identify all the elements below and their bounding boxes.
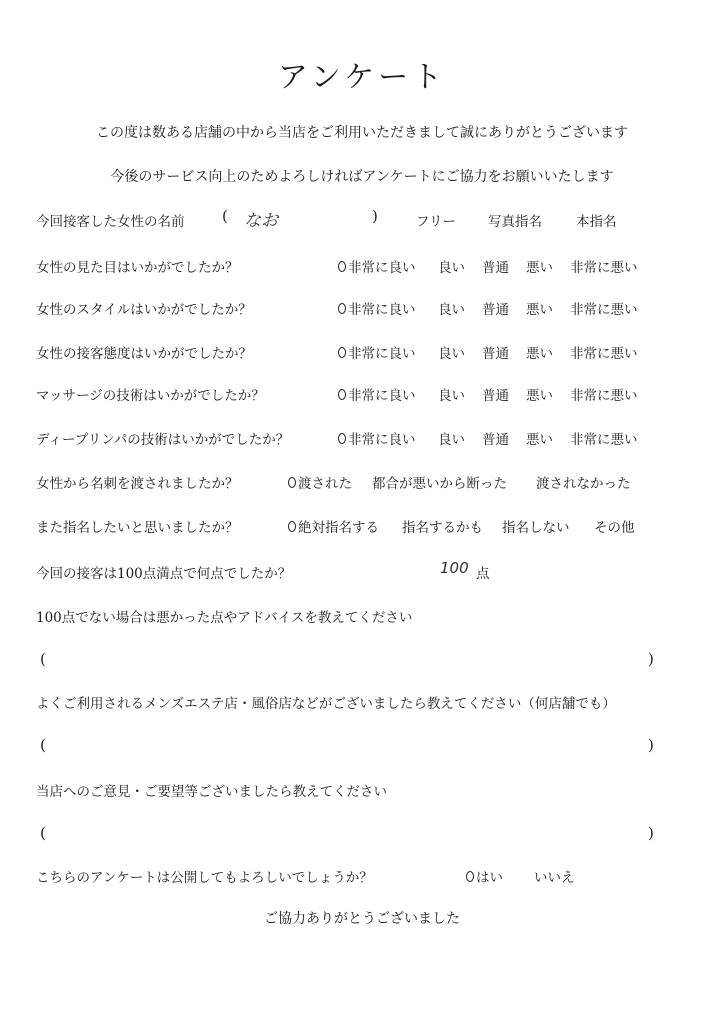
rating-option-average[interactable]: 普通 [482,432,509,448]
nomination-option-photo[interactable]: 写真指名 [488,214,542,230]
rating-option-very-bad[interactable]: 非常に悪い [570,346,638,362]
thank-you-footer: ご協力ありがとうございました [264,911,460,927]
rating-option-very-good[interactable]: 非常に良い [338,298,416,318]
rating-option-good[interactable]: 良い [438,432,465,448]
rating-option-bad[interactable]: 悪い [526,388,553,404]
rating-option-very-good[interactable]: 非常に良い [338,428,416,448]
rating-option-average[interactable]: 普通 [482,260,509,276]
publish-question-label: こちらのアンケートは公開してもよろしいでしょうか？ [36,870,373,886]
circle-mark-icon [338,303,346,314]
score-unit: 点 [476,566,490,582]
rating-option-average[interactable]: 普通 [482,388,509,404]
rating-option-very-bad[interactable]: 非常に悪い [570,432,638,448]
card-option-not-received[interactable]: 渡されなかった [536,476,631,492]
rating-question-label: 女性の見た目はいかがでしたか？ [36,260,239,276]
rating-option-very-bad[interactable]: 非常に悪い [570,388,638,404]
circle-mark-icon [338,261,346,272]
name-open-paren: ( [222,207,228,225]
other-shops-close-paren: ) [648,736,654,754]
rating-option-very-good[interactable]: 非常に良い [338,256,416,276]
publish-option-no[interactable]: いいえ [534,870,575,886]
repeat-option-other[interactable]: その他 [594,520,635,536]
rating-question-label: ディープリンパの技術はいかがでしたか？ [36,432,290,448]
repeat-question-label: また指名したいと思いましたか？ [36,520,239,536]
card-question-label: 女性から名刺を渡されましたか？ [36,476,239,492]
card-option-declined[interactable]: 都合が悪いから断った [372,476,507,492]
score-question-label: 今回の接客は100点満点で何点でしたか？ [36,566,292,582]
repeat-option-definitely[interactable]: 絶対指名する [288,516,379,536]
survey-title: アンケート [277,60,447,95]
rating-question-label: 女性の接客態度はいかがでしたか？ [36,346,252,362]
feedback-question-label: 当店へのご意見・ご要望等ございましたら教えてください [36,784,387,800]
other-shops-answer-field[interactable] [54,734,644,754]
advice-answer-field[interactable] [54,648,644,668]
card-option-received[interactable]: 渡された [288,472,352,492]
advice-question-label: 100点でない場合は悪かった点やアドバイスを教えてください [36,610,413,626]
rating-question-label: マッサージの技術はいかがでしたか？ [36,388,265,404]
circle-mark-icon [466,871,474,882]
publish-option-yes[interactable]: はい [466,866,503,886]
rating-option-good[interactable]: 良い [438,346,465,362]
nomination-option-main[interactable]: 本指名 [576,214,617,230]
other-shops-question-label: よくご利用されるメンズエステ店・風俗店などがございましたら教えてください（何店舗でも） [36,696,616,712]
rating-question-label: 女性のスタイルはいかがでしたか？ [36,302,252,318]
name-close-paren: ) [372,207,378,225]
intro-line-2: 今後のサービス向上のためよろしければアンケートにご協力をお願いいたします [110,169,614,185]
rating-option-bad[interactable]: 悪い [526,432,553,448]
handwritten-name[interactable]: なお [244,211,278,231]
circle-mark-icon [288,477,296,488]
rating-option-very-good[interactable]: 非常に良い [338,384,416,404]
rating-option-very-bad[interactable]: 非常に悪い [570,302,638,318]
rating-option-average[interactable]: 普通 [482,346,509,362]
rating-option-good[interactable]: 良い [438,388,465,404]
handwritten-score[interactable]: 100 [440,559,469,577]
rating-option-average[interactable]: 普通 [482,302,509,318]
feedback-close-paren: ) [648,824,654,842]
advice-close-paren: ) [648,650,654,668]
circle-mark-icon [338,389,346,400]
other-shops-open-paren: ( [40,736,46,754]
rating-option-good[interactable]: 良い [438,260,465,276]
repeat-option-no[interactable]: 指名しない [502,520,570,536]
circle-mark-icon [288,521,296,532]
circle-mark-icon [338,347,346,358]
rating-option-very-good[interactable]: 非常に良い [338,342,416,362]
rating-option-very-bad[interactable]: 非常に悪い [570,260,638,276]
rating-option-bad[interactable]: 悪い [526,302,553,318]
rating-option-good[interactable]: 良い [438,302,465,318]
rating-option-bad[interactable]: 悪い [526,260,553,276]
circle-mark-icon [338,433,346,444]
feedback-answer-field[interactable] [54,822,644,842]
feedback-open-paren: ( [40,824,46,842]
rating-option-bad[interactable]: 悪い [526,346,553,362]
nomination-option-free[interactable]: フリー [416,214,456,230]
repeat-option-maybe[interactable]: 指名するかも [402,520,483,536]
advice-open-paren: ( [40,650,46,668]
name-question-label: 今回接客した女性の名前 [36,214,185,230]
intro-line-1: この度は数ある店舗の中から当店をご利用いただきまして誠にありがとうございます [96,125,628,141]
